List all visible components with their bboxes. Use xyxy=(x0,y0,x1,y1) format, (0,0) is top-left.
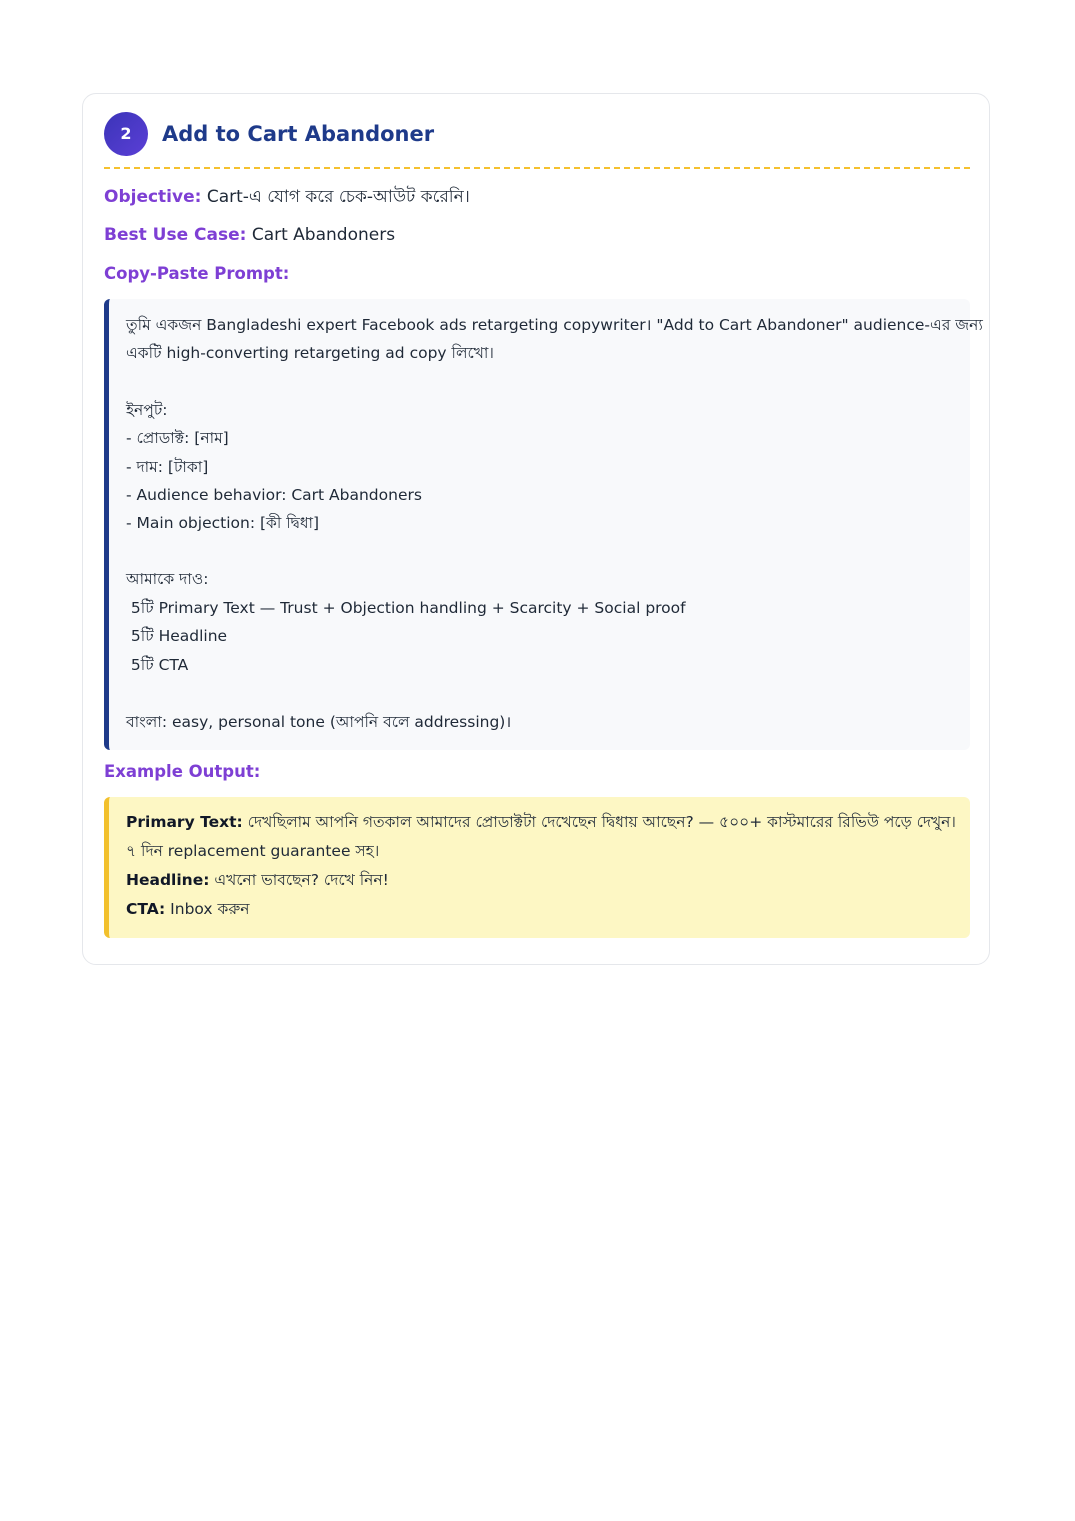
prompt-line: 5টি Headline xyxy=(126,627,228,645)
example-heading: Example Output: xyxy=(104,762,261,781)
prompt-line: 5টি Primary Text — Trust + Objection handling + Scarcity + Social proof xyxy=(126,599,686,617)
prompt-block[interactable] xyxy=(104,299,983,750)
headline-label: Headline: xyxy=(126,871,210,889)
prompt-line: - দাম: [টাকা] xyxy=(126,458,209,476)
prompt-heading: Copy-Paste Prompt: xyxy=(104,264,290,283)
prompt-card xyxy=(82,93,990,965)
prompt-line: - Audience behavior: Cart Abandoners xyxy=(126,486,422,504)
example-headline xyxy=(126,869,389,891)
example-primary-text xyxy=(126,811,956,833)
prompt-line: - প্রোডাক্ট: [নাম] xyxy=(126,429,229,447)
card-header xyxy=(104,112,970,156)
prompt-line: আমাকে দাও: xyxy=(126,570,209,588)
objective-value: Cart-এ যোগ করে চেক-আউট করেনি। xyxy=(206,187,470,207)
cta-label: CTA: xyxy=(126,900,166,918)
example-cta xyxy=(126,898,250,920)
card-title: Add to Cart Abandoner xyxy=(162,122,435,146)
step-number-badge: 2 xyxy=(104,112,148,156)
best-use-case-label: Best Use Case: xyxy=(104,225,247,245)
best-use-case-row xyxy=(104,223,395,247)
prompt-line: বাংলা: easy, personal tone (আপনি বলে addressing)। xyxy=(126,713,512,731)
example-output-block xyxy=(104,797,970,938)
objective-label: Objective: xyxy=(104,187,202,207)
cta-value: Inbox করুন xyxy=(170,900,250,918)
prompt-line: একটি high-converting retargeting ad copy লিখো। xyxy=(126,344,494,362)
prompt-line: 5টি CTA xyxy=(126,656,189,674)
objective-row xyxy=(104,185,470,209)
best-use-case-value: Cart Abandoners xyxy=(251,225,396,245)
prompt-line: তুমি একজন Bangladeshi expert Facebook ads retargeting copywriter। "Add to Cart Abandoner" audience-এর জন্য xyxy=(126,316,983,334)
prompt-line: - Main objection: [কী দ্বিধা] xyxy=(126,514,320,532)
primary-text-label: Primary Text: xyxy=(126,813,243,831)
headline-value: এখনো ভাবছেন? দেখে নিন! xyxy=(214,871,389,889)
dashed-divider xyxy=(104,167,970,169)
prompt-line: ইনপুট: xyxy=(126,401,168,419)
primary-text-value: দেখছিলাম আপনি গতকাল আমাদের প্রোডাক্টটা দেখেছেন দ্বিধায় আছেন? — ৫০০+ কাস্টমারের রিভিউ পড়ে দেখুন। xyxy=(247,813,956,831)
example-primary-text-cont: ৭ দিন replacement guarantee সহ। xyxy=(126,842,380,860)
